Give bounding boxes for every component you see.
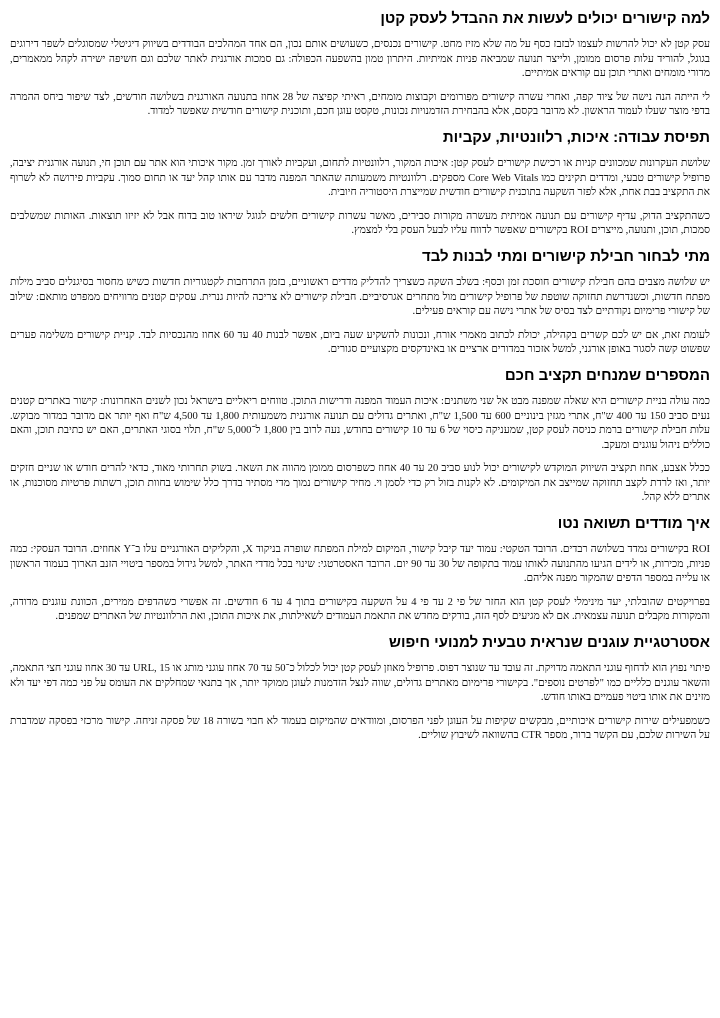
paragraph: כשמפעילים שירות קישורים איכותיים, מבקשים שקיפות על העוגן לפני הפרסום, ומוודאים שהמיקום בעמוד לא חבוי בשורה 18 של פסקה זניחה. קישור מרכזי בפסקה שמדברת על השירות שלכם, עם הקשר ברור, מספר CTR בהשוואה לשיבוץ שוליים. — [10, 715, 710, 742]
section-heading: למה קישורים יכולים לעשות את ההבדל לעסק קטן — [380, 10, 710, 27]
section-heading: מתי לבחור חבילת קישורים ומתי לבנות לבד — [422, 247, 710, 265]
paragraph: פיתוי נפוץ הוא לדחוף עוגני התאמה מדויקת. זה עובד עד שנוצר דפוס. פרופיל מאוזן לעסק קטן יכול לכלול כ־50 עד 70 אחוז עוגני מותג או URL, 15 עד 30 אחוז עוגני חצי התאמה, והשאר עוגנים כלליים כמו "לפרטים נוספים". בקישורי פרימיום מאתרים גדולים, שווה לנצל הזדמנות לעוגן ממוקד יותר, אך בתנאי שמחלקים את העומס על פני כמה דפי יעד ולא מזינים את אותו ביטוי פעמיים באותו חודש. — [10, 663, 711, 704]
paragraph: לעומת זאת, אם יש לכם קשרים בקהילה, יכולת לכתוב מאמרי אורח, ונכונות להשקיע שעה ביום, אפשר לבנות 40 עד 60 אחוז מהנכסיות לבד. קניית קישורים משלימה פערים שפשוט קשה לסגור באופן אורגני, למשל אזכור במדורים ארציים או באינדקסים מקצועיים סגורים. — [10, 329, 710, 356]
paragraph: ROI בקישורים נמדד בשלושה רבדים. הרובד הטקטי: עמוד יעד קיבל קישור, המיקום למילת המפתח שופרה בניקוד X, והקליקים האורגניים עלו ב־Y אחוזים. הרובד העסקי: כמה פניות, מכירות, או לידים הגיעו מהתנועה לאותו עמוד בתקופה של 30 עד 90 יום. הרובד האסטרטגי: שינוי בכל מדדי האתר, למשל גידול במספר ביטויי הזנב הארוך בעמוד הראשון או עלייה במספר הדפים שהמקור מפנה אליהם. — [10, 544, 711, 585]
paragraph: עסק קטן לא יכול להרשות לעצמו לבזבז כסף על מה שלא מזיז מחט. קישורים נכנסים, כשעושים אותם נכון, הם אחד המהלכים הבודדים בשיווק דיגיטלי שמסוגלים לשפר דירוגים בגוגל, להוריד עלות פרסום ממומן, ולייצר תנועה שמביאה פניות אמיתיות. היתרון טמון בהשפעה הכפולה: גם סמכות אורגנית לאתר שלכם וגם חשיפה ישירה לקהל ממאמרים, מדורי מומחים ואתרי תוכן עם קוראים אמיתיים. — [10, 39, 710, 80]
section-measuring-roi — [10, 515, 710, 625]
section-work-approach — [10, 129, 710, 239]
paragraph: שלושת העקרונות שמכוונים קניות או רכישת קישורים לעסק קטן: איכות המקור, רלוונטיות לתחום, ועקביות לאורך זמן. מקור איכותי הוא אתר עם תוכן חי, תנועה אורגנית יציבה, פרופיל קישורים טבעי, ומדדים תקינים כמו Core Web Vitals מספקים. רלוונטיות משמעותה שהאתר המפנה מדבר עם אותו קהל יעד או תחום סמוך. עקביות פירושה לא לשרוף את התקציב בבת אחת, אלא לפזר השקעה בתוכנית קישורים חודשית שמייצרת היסטוריה חיובית. — [10, 157, 711, 199]
section-anchor-strategy — [10, 634, 710, 744]
section-heading: תפיסת עבודה: איכות, רלוונטיות, עקביות — [442, 128, 710, 146]
section-heading: אסטרטגיית עוגנים שנראית טבעית למנועי חיפוש — [388, 634, 710, 652]
section-package-vs-diy — [10, 248, 710, 358]
section-heading: איך מודדים תשואה נטו — [557, 515, 710, 533]
paragraph: כמה עולה בניית קישורים היא שאלה שמפנה מבט אל שני משתנים: איכות העמוד המפנה ודרישות התוכן. טווחים ריאליים בישראל נכון לשנים האחרונות: קישור באתרים קטנים נעים סביב 150 עד 400 ש"ח, אתרי מגזין בינוניים 600 עד 1,500 ש"ח, ואתרים גדולים עם תנועה אורגנית משמעותית 1,800 עד 4,500 ש"ח ואף יותר אם מדובר במדור מבוקש. עלות חבילת קישורים ברמת כניסה לעסק קטן, שמעניקה כיסוי של 6 עד 10 קישורים בחודש, נעה לרוב בין 1,800 ל־5,000 ש"ח, תלוי בסוגי האתרים, האם יש כתיבת תוכן, והאם כוללים ניהול עוגנים ומעקב. — [10, 395, 711, 451]
section-why-links — [10, 10, 710, 120]
section-budget-numbers — [10, 367, 710, 506]
section-heading: המספרים שמנחים תקציב חכם — [504, 366, 710, 384]
paragraph: בפרויקטים שהובלתי, יעד מינימלי לעסק קטן הוא החזר של פי 2 עד פי 4 על השקעה בקישורים בתוך 4 עד 6 חודשים. זה אפשרי כשהדפים ממירים, הכוונת עוגנים מדודה, והמקורות מקבלים תנועה עצמאית. אם לא מגיעים לסף הזה, בודקים מחדש את התאמת העמודים לשאילתות, את איכות התוכן, ואת הרלוונטיות של האתרים שמפנים. — [10, 596, 710, 623]
paragraph: יש שלושה מצבים בהם חבילת קישורים חוסכת זמן וכסף: בשלב השקה כשצריך להדליק מדדים ראשוניים, בזמן התרחבות לקטגוריות חדשות כשיש מחסור בסיגנלים סביב מילות מפתח חדשות, וכשנדרשת תחזוקה שוטפת של פרופיל קישורים מול מתחרים אגרסיביים. חבילת קישורים לא צריכה להיות גנרית. עסקים קטנים מרוויחים ממפרט מותאם: שילוב של קישורי פרימיום נקודתיים לצד בסיס של אתרי נישה עם קוראים פעילים. — [10, 276, 710, 318]
paragraph: כשהתקציב הדוק, עדיף קישורים עם תנועה אמיתית מעשרה מקורות סבירים, מאשר עשרות קישורים חלשים לגוגל שיראו טוב בדוח אבל לא יזיזו תוצאות. האותות שמשלבים סמכות, תוכן, ותנועה, מייצרים ROI בקישורים שאפשר לדווח עליו לבעל העסק בלי למצמץ. — [10, 210, 710, 237]
paragraph: לי הייתה הנה נישה של ציוד קפה, ואחרי עשרה קישורים מפורומים וקבוצות מומחים, ראיתי קפיצה של 28 אחוז בתנועה האורגנית בשלושה חודשים, לצד שיפור ביחס ההמרה בדפי מוצר שעלו לעמוד הראשון. לא מדובר בקסם, אלא בהבחירת הזדמנויות נכונות, טקסט עוגן חכם, ותוכנית קישורים חודשית שאפשר למדוד. — [10, 91, 710, 118]
paragraph: ככלל אצבע, אחוז תקציב השיווק המוקדש לקישורים יכול לנוע סביב 20 עד 40 אחוז כשפרסום ממומן מהווה את השאר. בשוק תחרותי מאוד, כדאי להרים חודש או שניים חזקים יותר, ואז לרדת לקצב תחזוקה שמייצב את המיקומים. לא לקנות בזול רק כדי לסמן וי. מחיר קישורים נמוך מדי מסתיר בדרך כלל שימוש בחוות תוכן, רשתות פרטיות מסוכנות, או אתרים ללא קהל. — [10, 463, 710, 504]
